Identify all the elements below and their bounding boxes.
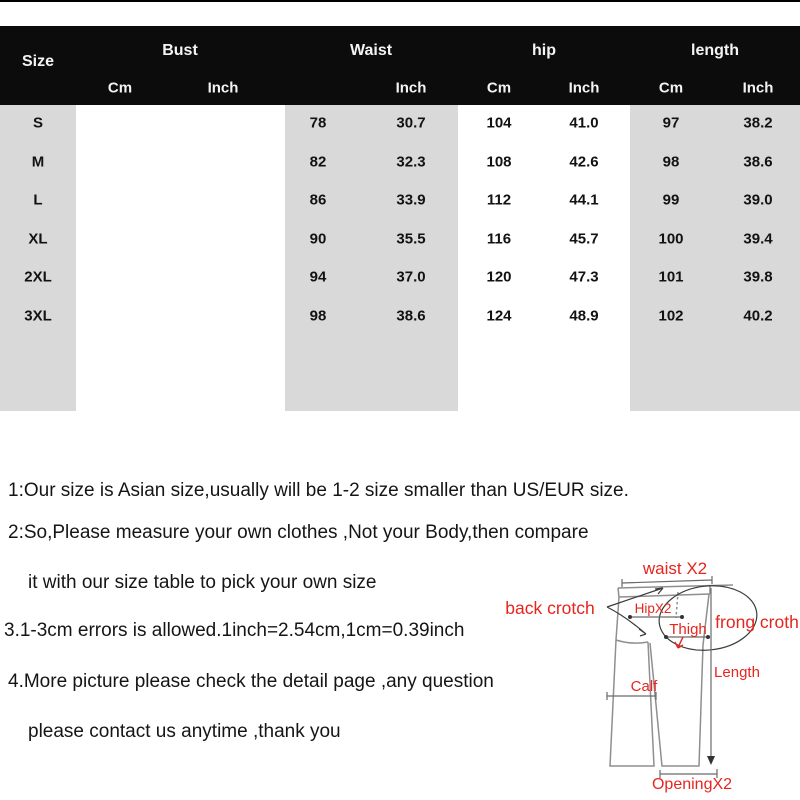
note-line-3: it with our size table to pick your own size [28,572,377,593]
subheader-hip-cm: Cm [486,79,512,97]
subheader-length-inch: Inch [742,79,774,97]
cell-xl-length-inch: 39.4 [743,230,773,248]
cell-xl-waist-inch: 35.5 [396,230,426,248]
cell-m-hip-cm: 108 [486,153,512,171]
note-line-4: 3.1-3cm errors is allowed.1inch=2.54cm,1cm=0.39inch [4,620,465,641]
subheader-hip-inch: Inch [568,79,600,97]
waist-column-band [285,105,458,411]
cell-3xl-waist-inch: 38.6 [396,307,426,325]
cell-xl-length-cm: 100 [658,230,684,248]
cell-s-size: S [32,114,44,132]
waist-label: waist X2 [642,559,708,578]
cell-xl-size: XL [28,230,48,248]
cell-3xl-hip-inch: 48.9 [569,307,599,325]
cell-s-hip-inch: 41.0 [569,114,599,132]
cell-3xl-length-inch: 40.2 [743,307,773,325]
back-crotch-label: back crotch [505,598,595,618]
cell-m-size: M [31,153,45,171]
cell-s-length-cm: 97 [662,114,680,132]
pants-measurement-diagram [490,552,800,800]
subheader-bust-inch: Inch [207,79,239,97]
length-label: Length [714,664,760,681]
length-column-band [630,105,800,411]
cell-3xl-length-cm: 102 [658,307,684,325]
col-header-size: Size [21,53,55,70]
size-column-band [0,105,76,411]
col-header-waist: Waist [349,42,393,59]
note-line-5: 4.More picture please check the detail page ,any question [8,671,494,692]
thigh-label: Thigh [669,621,707,638]
cell-l-size: L [33,191,43,209]
subheader-length-cm: Cm [658,79,684,97]
cell-s-hip-cm: 104 [486,114,512,132]
cell-2xl-length-inch: 39.8 [743,268,773,286]
cell-2xl-hip-cm: 120 [486,268,512,286]
note-line-2: 2:So,Please measure your own clothes ,Not your Body,then compare [8,522,589,543]
top-border-line [0,0,800,2]
note-line-6: please contact us anytime ,thank you [28,721,341,742]
front-crotch-label: frong croth [715,612,799,632]
subheader-waist-inch: Inch [395,79,427,97]
cell-3xl-size: 3XL [24,307,52,325]
cell-m-length-inch: 38.6 [743,153,773,171]
col-header-length: length [691,42,739,59]
cell-s-waist-cm: 78 [309,114,327,132]
calf-label: Calf [630,678,658,695]
cell-m-waist-inch: 32.3 [396,153,426,171]
opening-label: OpeningX2 [651,776,733,793]
col-header-hip: hip [532,42,556,59]
cell-3xl-waist-cm: 98 [309,307,327,325]
cell-l-hip-cm: 112 [486,191,512,209]
cell-m-waist-cm: 82 [309,153,327,171]
hip-label: HipX2 [634,601,672,616]
cell-l-waist-cm: 86 [309,191,327,209]
col-header-bust: Bust [162,42,198,59]
cell-s-waist-inch: 30.7 [396,114,426,132]
cell-xl-hip-cm: 116 [486,230,512,248]
cell-2xl-size: 2XL [24,268,52,286]
cell-l-length-inch: 39.0 [743,191,773,209]
note-line-1: 1:Our size is Asian size,usually will be 1-2 size smaller than US/EUR size. [8,480,629,501]
thigh-red-arrow [675,637,683,648]
cell-s-length-inch: 38.2 [743,114,773,132]
cell-2xl-length-cm: 101 [658,268,684,286]
cell-3xl-hip-cm: 124 [486,307,512,325]
cell-m-hip-inch: 42.6 [569,153,599,171]
cell-xl-hip-inch: 45.7 [569,230,599,248]
cell-xl-waist-cm: 90 [309,230,327,248]
cell-l-length-cm: 99 [662,191,680,209]
cell-m-length-cm: 98 [662,153,680,171]
cell-2xl-hip-inch: 47.3 [569,268,599,286]
table-header [0,26,800,105]
subheader-bust-cm: Cm [107,79,133,97]
cell-2xl-waist-cm: 94 [309,268,327,286]
cell-2xl-waist-inch: 37.0 [396,268,426,286]
cell-l-hip-inch: 44.1 [569,191,599,209]
cell-l-waist-inch: 33.9 [396,191,426,209]
